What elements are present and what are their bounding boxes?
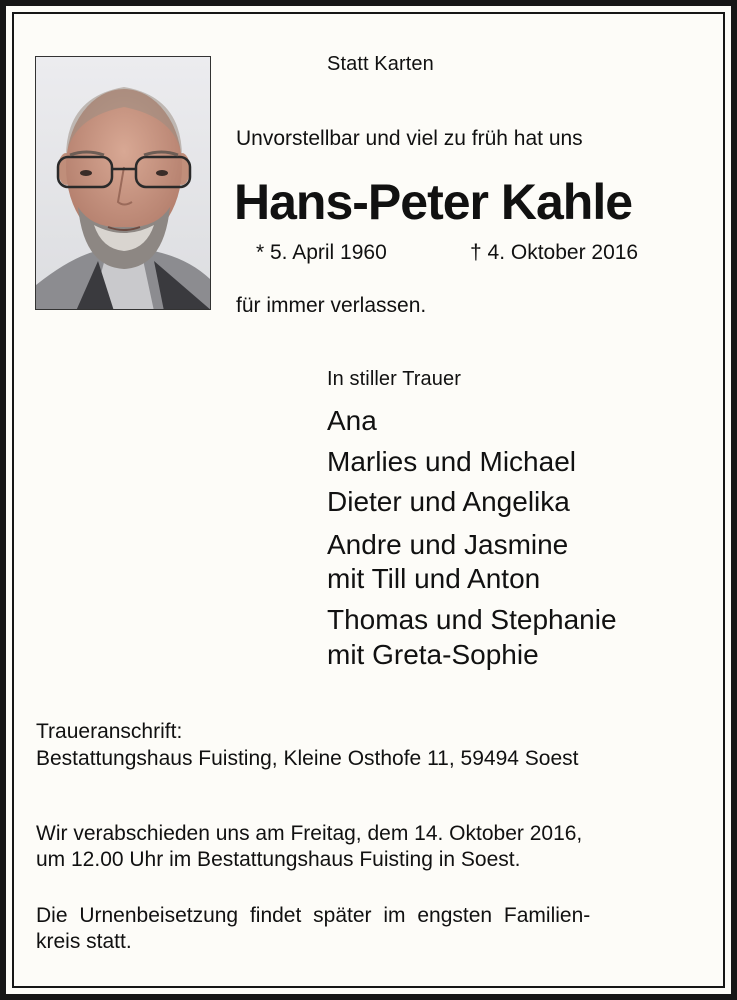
mourning-heading: In stiller Trauer — [327, 368, 461, 390]
mourner-name: Dieter und Angelika — [327, 486, 570, 517]
closing-line: für immer verlassen. — [236, 294, 427, 317]
mourner-name: Marlies und Michael — [327, 446, 576, 477]
farewell-line-1: Wir verabschieden uns am Freitag, dem 14. Oktober 2016, — [36, 822, 583, 845]
mourner-name: mit Till und Anton — [327, 563, 541, 594]
urn-line-2: kreis statt. — [36, 930, 132, 953]
mourner-name: mit Greta-Sophie — [327, 639, 539, 670]
deceased-name: Hans-Peter Kahle — [234, 174, 633, 230]
mourner-name: Andre und Jasmine — [327, 529, 569, 560]
death-date: † 4. Oktober 2016 — [470, 241, 639, 264]
farewell-line-2: um 12.00 Uhr im Bestattungshaus Fuisting in Soest. — [36, 848, 521, 871]
mourner-name: Ana — [327, 405, 377, 436]
urn-line-1: Die Urnenbeisetzung findet später im engsten Familien- — [36, 904, 591, 927]
portrait-photo — [35, 56, 211, 310]
mourner-name: Thomas und Stephanie — [327, 604, 617, 635]
birth-date: * 5. April 1960 — [256, 241, 387, 264]
statt-karten: Statt Karten — [327, 53, 434, 75]
intro-line: Unvorstellbar und viel zu früh hat uns — [236, 127, 583, 150]
address-label: Traueranschrift: — [36, 720, 183, 743]
address-text: Bestattungshaus Fuisting, Kleine Osthofe 11, 59494 Soest — [36, 747, 579, 770]
